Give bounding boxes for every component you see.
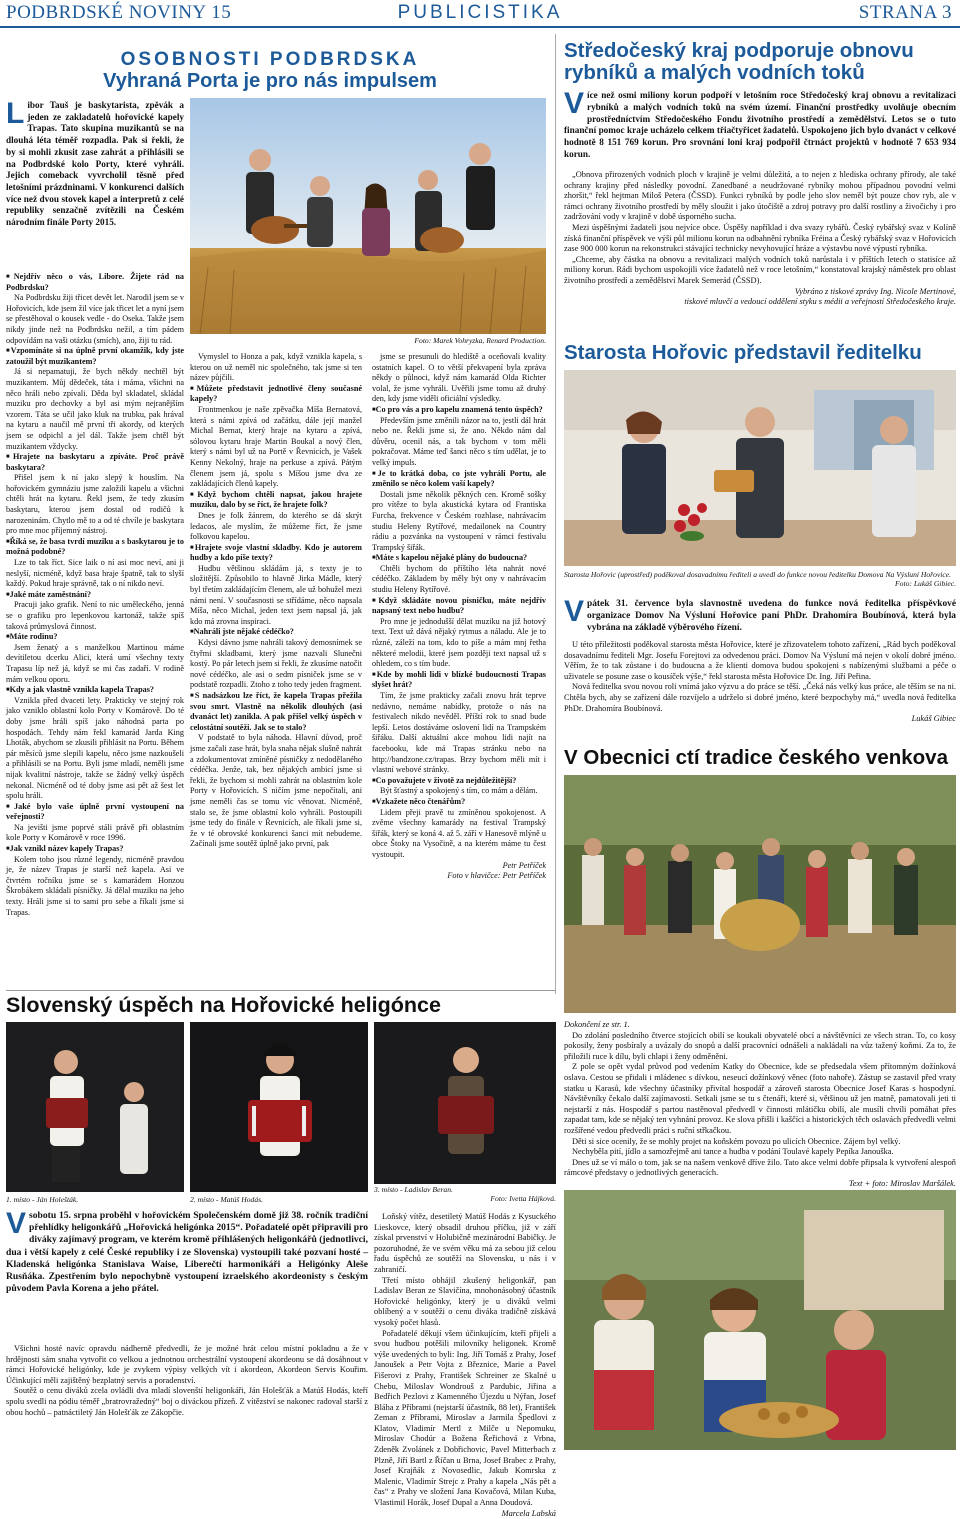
byline: tiskové mluvčí a vedoucí oddělení styku s médii a veřejností Středočeského kraje. <box>684 297 956 307</box>
byline: Foto v hlavičce: Petr Petříček <box>447 871 546 881</box>
interview-answer: Vymyslel to Honza a pak, když vznikla kapela, s kterou on už neměl nic společného, tak jsme si ten název půjčili. <box>190 352 362 383</box>
interview-question: ■ Co považujete v životě za nejdůležitější? <box>372 776 546 787</box>
interview-answer: Lze to tak říct. Sice laik o ní asi moc neví, ani ji neslyší, nicméně, když basa hraje špatně, tak to slyší každý. Pokud hraje správně, tak o ní nikdo neví. <box>6 558 184 589</box>
heligonka-caption-2: 2. místo - Matúš Hodás. <box>190 1195 263 1204</box>
paragraph: Dnes už se ví málo o tom, jak se na našem venkově dříve žilo. Tato akce velmi dobře připsala k vytvoření alespoň rámcové představy o jednotlivých generacích. <box>564 1157 956 1178</box>
section-title: PUBLICISTIKA <box>397 2 563 23</box>
band-photo-caption: Foto: Marek Vohryzka, Renard Production. <box>414 336 546 345</box>
accordionist-illustration <box>6 1022 184 1192</box>
interview-question: ■ Kde by mohli lidi v blízké budoucnosti Trapas slyšet hrát? <box>372 670 546 691</box>
rybniky-body <box>564 170 956 324</box>
byline: Vybráno z tiskové zprávy Ing. Nicole Mertinové, <box>794 286 956 296</box>
interview-answer: Pro mne je jednodušší dělat muziku na již hotový text. Text už dává nějaký rytmus a náladu. Ale je to různé, záleží na tom, kdo to píše a mám mnj řetha některé melodii, které jsem později text napsal už s ohledem, co s tím bude. <box>372 616 546 669</box>
interview-question: ■ Nejdřív něco o vás, Libore. Žijete rád na Podbrdsku? <box>6 272 184 293</box>
heligonka-body-1 <box>6 1344 368 1449</box>
interview-answer: Hudbu většinou skládám já, s texty je to složitější. Způsobilo to hlavně Jirka Mádle, který byl třetím zakládajícím členem, ale už bohužel mezi námi není. V současnosti se střídáme, něco napsala Míša, něco Michal, jeden text jsem napsal já, jak kdo má zrovna inspiraci. <box>190 563 362 626</box>
rybniky-lead: Více než osmi miliony korun podpoří v letošním roce Středočeský kraj obnovu a revitalizaci rybníků a malých vodních toků na svém území. Finanční prostředky uvolňuje obecním prostředníctvím Středočeského Fondu životního prostředí a zemědělství. Letos se o tuto finanční pomoc kraje ucházelo celkem třiačtyřicet žadatelů. Uspokojeno jich bylo dvanáct v celkové hodnotě 8 151 769 korun. Pro srovnání loni kraj podpořil čtrnáct projektů v hodnotě 7 653 934 korun. <box>564 87 956 159</box>
byline: Text + foto: Miroslav Maršálek. <box>848 1178 956 1188</box>
interview-answer: Já si nepamatuji, že bych někdy nechtěl být muzikantem. Můj dědeček, táta i máma, všichni na něco hráli nebo zpívali. Děda byl skladatel, skládal muziku pro dechovky a byl asi mým nejranějším vzorem. Táta se učil jako kluk na trubku, pak hrával na kytaru a naučil mě první tři akordy, od kterých jsem se odpichl a jel dál. Takže jsem chtěl být muzikantem vždycky. <box>6 367 184 451</box>
obecnice-photo-top <box>564 775 956 1013</box>
heligonka-photo-2 <box>190 1022 368 1192</box>
starosta-photo-caption: Starosta Hořovic (uprostřed) poděkoval dosavadnímu řediteli a uvedl do funkce novou ředitelku Domova Na Výsluní Hořovice. Foto: Lukáš Gibiec. <box>564 570 956 589</box>
interview-answer: Přišel jsem k ní jako slepý k houslím. Na hořovickém gymnáziu jsme založili kapelu a všichni chtěli hrát na kytaru. Řekl jsem, že tedy zkusím baskytaru, kterou jsem dostal od rodičů k narozeninám. Chytlo mě to a od té chvíle je baskytara pro mne moc příjemný nástroj. <box>6 473 184 536</box>
interview-answer: Především jsme změnili názor na to, jestli dál hrát nebo ne. Řekli jsme si, že ano. Někdo nám dal důvěru, ocenil nás, a tak bychom v tom měli pokračovat. Máme teď šanci něco s tím udělat, je to velký impuls. <box>372 415 546 467</box>
interview-question: ■ Jaké máte zaměstnání? <box>6 590 184 601</box>
interview-answer: Pracuji jako grafik. Není to nic uměleckého, jenná se o grafiku pro lepenkovou kartonáž, takže spíš taková průmyslová činnost. <box>6 600 184 631</box>
interview-question: ■ Vzpomínáte si na úplně první okamžik, kdy jste zatoužil být muzikantem? <box>6 346 184 367</box>
children-bread-illustration <box>564 1190 956 1450</box>
porta-lead: Libor Tauš je baskytarista, zpěvák a jeden ze zakladatelů hořovické kapely Trapas. Tato skupina muzikantů se na dlouhá léta téměř rozpadla. Pak si řekli, že by si mohli zkusit zase zahrát a přihlásili se na Podbrdské kolo Porty, které vyhráli. Jejich comeback vyvrcholil těsně před letošními prázdninami. V konkurenci dalších více než dvou stovek kapel a interpretů z celé republiky senzačně zvítězili na Českém národním finále Porty 2015. <box>6 97 184 228</box>
continuation-note: Dokončení ze str. 1. <box>564 1020 630 1029</box>
starosta-lead: Vpátek 31. července byla slavnostně uvedena do funkce nová ředitelka příspěvkové organizace Domov Na Výsluní Hořovice paní PhDr. Drahomíra Boubínová, která byla vybrána na základě výběrového řízení. <box>564 595 956 633</box>
porta-kicker: OSOBNOSTI PODBRDSKA <box>120 49 420 70</box>
photo-credit: Foto: Ivetta Hájková. <box>490 1194 556 1204</box>
interview-question: ■ S nadsázkou lze říct, že kapela Trapas přežila svou smrt. Vlastně na několik dlouhých (asi dvanáct let) zanikla. A pak přišel velký úspěch v celostátní soutěži. Jak se to stalo? <box>190 691 362 733</box>
interview-answer: Vznikla před dvaceti lety. Prakticky ve stejný rok jako vzniklo oblastní kolo Porty v Komárově. Do té doby jsme hráli spíš jako náhodná parta po hospodách. Tehdy nám řekl kamarád Jarda King Lhoták, abychom se zkusili přihlásit na Portu. Během pár měsíců jsme slepili kapelu, něco jsme nazkoušeli a přihlásili se na Portu. Byli jsme mladí, neměli jsme nijak kvalitní nástroje, takže se žádný velký úspěch nekonal. Nicméně od té doby jsme asi pět až šest let spolu hráli. <box>6 695 184 801</box>
interview-question: ■ Můžete představit jednotlivé členy současné kapely? <box>190 384 362 405</box>
band-photo <box>190 98 546 334</box>
paragraph: Nová ředitelka svou novou roli vnímá jako výzvu a do práce se těší. „Čeká nás velký kus práce, ale těším se na ni. Chtěla bych, aby se zařízení dále rozvíjelo a udrželo si dobré jméno, které bezpochyby má,“ uvedla nová ředitelka PhDr. Drahomíra Boubínová. <box>564 682 956 713</box>
interview-answer: Jsem ženatý a s manželkou Martinou máme devítiletou dcerku Alici, která umí všechny texty Trapasu líp než já, když se mi čas zadaří. V rodině mám velkou oporu. <box>6 642 184 684</box>
paragraph: Třetí místo obhájil zkušený heligonkář, pan Ladislav Beran ze Slavičína, mnohonásobný účastník Hořovické heligónky, který je u diváků velmi oblíbený a v soutěži o cenu diváka tradičně získává vysoký počet hlasů. <box>374 1275 556 1327</box>
paragraph: Z pole se opět vydal průvod pod vedením Katky do Obecnice, kde se předsedala všem přítomným dožínková oslava. Cestou se přidali i mládenec s dívkou, neseucí dožínkový věnec (foto nahoře). Zástup se zastavil před vraty statku u Karasů, kde všechny účastníky přivítal hospodář a zároveň starosta Obecnice Josef Karas s hospodyní. Návštěvníky čekalo další zajímavosti. Setkali jsme se tu s čtenáři, které si, většinou už jen matně, pamatovali jeti ti nejstarší z nás. Hospodář s partou nastěnoval předvedl v činnosti mlátičku obilí, ale musíli chvíli pomáhat přes zapadat tam, kde se nějaký ten vyhnání provoz. Ke slova přišli i kaščíci a historických těch oslavách předvedli velmi rozšířené vedou předvedli práci s ruční střkačkou. <box>564 1062 956 1135</box>
interview-question: ■ Jaké bylo vaše úplně první vystoupení na veřejnosti? <box>6 802 184 823</box>
paragraph: Nechyběla pití, jídlo a samozřejmě ani tance a hudba v podání Toulavé kapely Pepíka Janouška. <box>572 1147 894 1157</box>
interview-question: ■ Hrajete na baskytaru a zpíváte. Proč právě baskytara? <box>6 452 184 473</box>
interview-question: ■ Vzkažete něco čtenářům? <box>372 797 546 808</box>
accordionist-illustration <box>374 1022 556 1184</box>
interview-question: ■ Když skládáte novou písničku, máte nejdřív napsaný text nebo hudbu? <box>372 596 546 617</box>
porta-title: Vyhraná Porta je pro nás impulsem <box>103 70 437 92</box>
band-illustration <box>190 98 546 334</box>
heligonka-photo-1 <box>6 1022 184 1192</box>
interview-answer: Frontmenkou je naše zpěvačka Míša Bernatová, která s námi zpívá od začátku, dále její manžel Michal Bernat, který hraje na kytaru a zpívá, sólovou kytaru hraje Martin Boukal a nový člen, který s námi byl už na Portě v Řevnicích, je Vašek Kenny Nekolný, hraje na perkuse a zpívá. Pátým členem jsem já, spolu s Míšou jsme dva ze zakládajících členů kapely. <box>190 404 362 489</box>
paragraph: „Obnova přirozených vodních ploch v krajině je velmi důležitá, a to nejen z hlediska ochrany přírody, ale také ochrany krajiny před následky povodní. Zanedbané a neudržované rybníky mohou případnou povodní velmi zhoršit,“ řekl hejtman Miloš Petera (ČSSD). Funkci rybníků by podle jeho slov neměl být pouze chov ryb, ale v rámci ochrany životního prostředí by měly sloužit i jako útočiště a zdroj potravy pro další rostliny a živočichy i pro zadržování vody v krajině v době úsporného sucha. <box>564 170 956 222</box>
interview-answer: V podstatě to byla náhoda. Hlavní důvod, proč jsme začali zase hrát, byla snaha nějak slušně nahrát a zdokumentovat zmíněné písničky z nedodělaného cédéčka. Jenže, tak, bez nějakých ambicí jsme si řekli, že bychom si mohli zahrát na oblastním kole Porty v Hořovicích. S ničím jsme nepočítali, ani jsme neměli čas se tomu víc věnovat. Nicméně, stalo se, že jsme oblastní kolo vyhráli. Postoupili jsme tedy do finále v Řevnicích, ale říkali jsme si, že v té obrovské konkurenci šanci mít nebudeme. Začínali jsme soutěž úplně jako první, pak <box>190 733 362 849</box>
heligonka-caption-1: 1. místo - Ján Holešták. <box>6 1195 79 1204</box>
interview-question: ■ Jak vznikl název kapely Trapas? <box>6 844 184 855</box>
paragraph: Loňský vítěz, desetiletý Matúš Hodás z Kysuckého Lieskovce, který obsadil druhou příčku, již v září získal prvenství v Holubičně mezinárodní Babičky. Je pozoruhodné, že ve svém věku má za sebou již celou řadu úspěchů ze soutěží na Slovensku, u nás i v zahraničí. <box>374 1212 556 1274</box>
paragraph: „Chceme, aby částka na obnovu a revitalizaci malých vodních toků narůstala i v příštích letech o statisíce až miliony korun. Rádi bychom uspokojili více žadatelů než v roce letošním,“ konstatoval krajský náměstek pro oblast životního prostředí a zemědělství Marek Semerád (ČSSD). <box>564 254 956 285</box>
heligonka-caption-3: 3. místo - Ladislav Beran. Foto: Ivetta Hájková. <box>374 1185 556 1204</box>
byline: Marcela Labská <box>501 1508 556 1518</box>
interview-answer: Lidem přeji pravě tu zmíněnou spokojenost. A zvěme všechny kamarády na festival Trampský šiřák, který se koná 4. až 5. září v Hanesově mlýně u obce Štoky na Vysočině, a na kterém máme tu čest vystoupit. <box>372 807 546 859</box>
drop-cap: L <box>6 97 25 130</box>
obecnice-title: V Obecnici ctí tradice českého venkova <box>564 746 948 769</box>
porta-headline <box>60 50 480 92</box>
heligonka-lead: Vsobotu 15. srpna proběhl v hořovickém Společenském domě již 38. ročník tradiční přehlídky heligonkářů „Hořovická heligónka 2015“. Pořadatelé opět připravili pro diváky zajímavý program, ve kterém kromě přihlášených heligonkářů (jednotlivci, dua i větší kapely z celé České republiky i ze Slovenska) vystoupili také pozvaní hosté – Kladenská heligónka Stanislava Waise, Liberečtí harmonikáři a Heligónky Aleše Rusňáka. Zpestřením bylo nepochybně vystoupení izraelského akordeonisty s českým původem Pavla Korena a jeho přátel. <box>6 1207 368 1295</box>
paragraph: Mezi úspěšnými žadateli jsou nejvíce obce. Úspěšy například i dva svazy rybářů. Český rybářský svaz v Kolíně získá finanční příspěvek ve výši půl milionu korun na odbahnění rybníka Fréina a Český rybářský svaz v Hořovicích zase 900 000 korun na rekonstrukci stávající technicky nevyhovující hráze a výstavbu nové výpustí rybníka. <box>564 222 956 254</box>
heligonka-title: Slovenský úspěch na Hořovické heligónce <box>6 993 441 1017</box>
starosta-title: Starosta Hořovic představil ředitelku <box>564 341 922 364</box>
paragraph: Pořadatelé děkují všem účinkujícím, kteří přijeli a svou hudbou potěšili milovníky heligonek. Kromě výše uvedených to byli: Ing. Jiří Tomáš z Prahy, Josef Janoušek a Petr Vojta z Březnice, Marie a Pavel Fišerovi z Prahy, František Schreiner ze Skalné u Chebu, Miloslav Wondrouš z Pardubic, Jiřina a Bedřich Pezlovi z Kamenného Újezdu u Nýřan, Josef Bláha z Příbrami (nejstarší účastník, 88 let), František Zeman z Příbrami, Miroslav a Jarmila Špedlovi z Klatov, Vladimír Mertl z Milče u Nepomuku, Miroslav Chodúr a Božena Řeřichová z Vrbna, Zdeněk Zvolánek z Dobřichovic, Pavel Mitterbach z Plzně, Jiří Bartl z Říčan u Brna, Josef Brabec z Prahy, Josef Krajňák z Novosedlic, Jakub Komrska z Malenic, Vladimír Strejc z Prahy a kapela „Nás pět a čas“ z Prahy ve složení Jana Kovačová, Milan Kuba, Vlastimil Horák, Josef Dupal a Anna Doudová. <box>374 1328 556 1508</box>
interview-answer: Na jevišti jsme poprvé stáli právě při oblastním kole Porty v Komárově v roce 1996. <box>6 822 184 843</box>
interview-question: ■ Říká se, že basa tvrdí muziku a s baskytarou je to možná podobné? <box>6 537 184 558</box>
rybniky-title: Středočeský kraj podporuje obnovu rybníků a malých vodních toků <box>564 39 914 84</box>
drop-cap: V <box>564 595 585 628</box>
porta-column-2 <box>190 352 362 1000</box>
interview-question: ■ Máte rodinu? <box>6 632 184 643</box>
page-header <box>0 0 960 28</box>
interview-answer: Dnes je folk žánrem, do kterého se dá skrýt ledacos, ale myslím, že můžeme říct, že jsme folkovou kapelou. <box>190 510 362 542</box>
interview-question: ■ Je to krátká doba, co jste vyhráli Portu, ale změnilo se něco kolem vaší kapely? <box>372 469 546 490</box>
heligonka-photo-3 <box>374 1022 556 1184</box>
newspaper-title: PODBRDSKÉ NOVINY 15 <box>6 2 232 23</box>
interview-answer: Na Podbrdsku žiji třicet devět let. Narodil jsem se v Hořovicích, kde jsem žil více jak třicet let a nyní jsem se přestěhoval o kousek vedle - do Oseka. Takže jsem nikdy jinde než na Podbrdsku nežil, a tím pádem odpovídám na vaši otázku (smích), ano, žiji tu rád. <box>6 293 184 345</box>
paragraph: Soutěž o cenu diváků zcela ovládli dva mladí slovenští heligonkáři, Ján Holešťák a Matúš Hodás, kteří spolu svedli na pódiu téměř „bratrovražedný“ boj o diváckou přízeň. Z vítězství se nakonec radoval starší z obou hochů – patnáctiletý Ján Holešťák ze Zákopčie. <box>6 1386 368 1417</box>
ceremony-illustration <box>564 370 956 566</box>
interview-answer: Dostali jsme několik pěkných cen. Kromě sošky pro vítěze to byla akustická kytara od Frantiska Furcha, frekvence v Českém rozhlase, nahrávacím studiu Heleny Rytířové, medailonek na Country rádiu a pozvánka na vystoupení v rámci festivalu Trampský šiřák. <box>372 489 546 552</box>
porta-column-1 <box>6 272 184 1000</box>
interview-question: ■ Nahráli jste nějaké cédéčko? <box>190 627 362 638</box>
interview-answer: Kolem toho jsou různé legendy, nicméně pravdou je, že název Trapas je starší než kapela. Asi ve čtvrtém ročníku jsme se s kamarádem Honzou Škrobákem skládali písničky. Já dělal muziku na jeho texty. Hráli jsme si to sami pro sebe a říkali jsme si Trapas. <box>6 854 184 917</box>
interview-question: ■ Máte s kapelou nějaké plány do budoucna? <box>372 553 546 564</box>
obecnice-body <box>564 1020 956 1188</box>
starosta-photo <box>564 370 956 566</box>
heligonka-body-2 <box>374 1212 556 1518</box>
interview-answer: Tím, že jsme prakticky začali znovu hrát teprve nedávno, nemáme nabídky, protože o nás na festivalech nikdo nevěděl. Příští rok to snad bude lepší. Letos dostáváme oslovení lidí na Trampském šiřáku. Další aktuální akce mohou lidi najít na facebooku, kde má Trapas stránku nebo na http://bandzone.cz/trapas. Brzy bychom měli mít i vlastní webové stránky. <box>372 691 546 775</box>
porta-column-3 <box>372 352 546 1000</box>
interview-answer: Být šťastný a spokojený s tím, co mám a dělám. <box>380 786 538 796</box>
paragraph: Do zdolání posledního čtverce stojících obilí se koukali obyvatelé obcí a návštěvníci ze všech stran. To, co kosy pokosily, ženy posbíraly a uvázaly do snopů a další pracovníci odnášeli a nakládali na vůz tažený koňmi. Za to, že přiložili ruce k dílu, byli chlapi i ženy odměněni. <box>564 1030 956 1061</box>
page-number: STRANA 3 <box>858 2 952 23</box>
starosta-body <box>564 640 956 730</box>
interview-question: ■ Co pro vás a pro kapelu znamená tento úspěch? <box>372 405 546 416</box>
harvest-crowd-illustration <box>564 775 956 1013</box>
paragraph: U této příležitosti poděkoval starosta města Hořovice, které je zřizovatelem tohoto zařízení, „Rád bych poděkoval dosavadnímu řediteli Mgr. Josefu Forejtovi za odvedenou práci. Domov Na Výsluní má nejen v okolí dobré jméno. Věřím, že to tak zůstane i do budoucna a že klienti domova budou spokojeni s nabízenými službami a péče o uživatele se posune zase o kousíček výše,“ řekl starosta města Hořovice Dr. Ing. Jiří Peřina. <box>564 640 956 681</box>
photo-credit: Foto: Lukáš Gibiec. <box>895 579 956 589</box>
paragraph: Všichni hosté navíc opravdu nádherně předvedli, že je možné hrát celou místní pokladnu a že v hrdějnosti sám snaha vytvořit co velkou a jednotnou orchestrální vystoupení akordeonu se dá dosáhnout v rámci Hořovické heligónky, kde je zvykem výpisy velkých vít i akordeon, Akordeon Servis Kouřim. Účinkující měli zajištěný bezplatný servis a poradenství. <box>6 1344 368 1385</box>
drop-cap: V <box>564 87 585 120</box>
paragraph: Děti si sice ocenily, že se mohly projet na koňském povozu po ulicích Obecnice. Zájem byl velký. <box>572 1136 901 1146</box>
interview-question: ■ Když bychom chtěli napsat, jakou hrajete muziku, dalo by se říct, že hrajete folk? <box>190 490 362 511</box>
section-divider <box>6 990 556 991</box>
interview-question: ■ Hrajete svoje vlastní skladby. Kdo je autorem hudby a kdo píše texty? <box>190 543 362 564</box>
byline: Lukáš Gibiec <box>911 714 956 724</box>
accordionist-illustration <box>190 1022 368 1192</box>
interview-answer: jsme se presunuli do hlediště a oceňovali kvality ostatních kapel. O to větší překvapení byla zpráva někdy o půlnoci, když nám kamarád Olda Richter volal, že jsme vyhráli. Uvěřili jsme tomu až druhý den, kdy jsme viděli oficiální výsledky. <box>372 352 546 404</box>
interview-answer: Kdysi dávno jsme nahráli takový demosnímek se čtyřmi skladbami, který jsme nazvali Slunečni kostý. Po pár letech jsem si řekli, že zkusíme natočit nové cédéčko, ale asi o sedm písniček jsme se v podstatě rozpadli. Ztoho z toho tedy jeden fragment. <box>190 638 362 690</box>
column-divider <box>555 34 556 994</box>
byline: Petr Petříček <box>502 860 546 870</box>
drop-cap: V <box>6 1207 27 1240</box>
obecnice-photo-bottom <box>564 1190 956 1450</box>
interview-answer: Chtěli bychom do příštího léta nahrát nové cédéčko. Základem by měly být ony v nahrávacím studiu Heleny Rytířové. <box>372 563 546 595</box>
interview-question: ■ Kdy a jak vlastně vznikla kapela Trapas? <box>6 685 184 696</box>
